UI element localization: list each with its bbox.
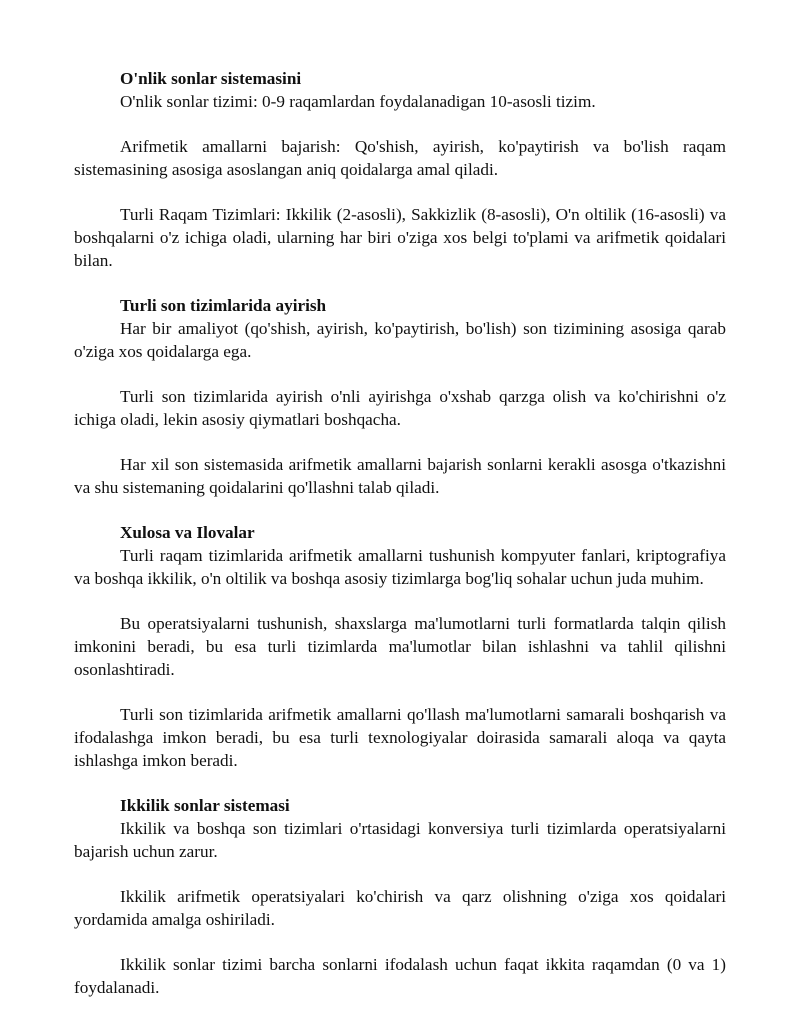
section-onlik [74, 67, 726, 272]
section-heading: Ikkilik sonlar sistemasi [120, 796, 290, 815]
section-heading: Xulosa va Ilovalar [120, 523, 255, 542]
section-heading: Turli son tizimlarida ayirish [120, 296, 327, 315]
paragraph: Har xil son sistemasida arifmetik amallarni bajarish sonlarni kerakli asosga o'tkazishni va shu sistemaning qoidalarini qo'llashni talab qiladi. [74, 455, 726, 497]
section-ayirish [74, 294, 726, 499]
paragraph: Arifmetik amallarni bajarish: Qo'shish, ayirish, ko'paytirish va bo'lish raqam sistemasining asosiga asoslangan aniq qoidalarga amal qiladi. [74, 137, 726, 179]
paragraph: Turli Raqam Tizimlari: Ikkilik (2-asosli), Sakkizlik (8-asosli), O'n oltilik (16-asosli) va boshqalarni o'z ichiga oladi, ularning har biri o'ziga xos belgi to'plami va arifmetik qoidalari bilan. [74, 205, 726, 270]
paragraph: Ikkilik sonlar tizimi barcha sonlarni ifodalash uchun faqat ikkita raqamdan (0 va 1) foydalanadi. [74, 955, 726, 997]
paragraph: O'nlik sonlar tizimi: 0-9 raqamlardan foydalanadigan 10-asosli tizim. [120, 92, 596, 111]
section-ikkilik [74, 794, 726, 999]
paragraph: Turli son tizimlarida arifmetik amallarni qo'llash ma'lumotlarni samarali boshqarish va ifodalashga imkon beradi, bu esa turli texnologiyalar doirasida samarali aloqa va qayta ishlashga imkon beradi. [74, 705, 726, 770]
paragraph: Bu operatsiyalarni tushunish, shaxslarga ma'lumotlarni turli formatlarda talqin qilish imkonini beradi, bu esa turli tizimlarda ma'lumotlar bilan ishlashni va tahlil qilishni osonlashtiradi. [74, 614, 726, 679]
paragraph: Turli raqam tizimlarida arifmetik amallarni tushunish kompyuter fanlari, kriptografiya va boshqa ikkilik, o'n oltilik va boshqa asosiy tizimlarga bog'liq sohalar uchun juda muhim. [74, 546, 726, 588]
section-heading: O'nlik sonlar sistemasini [120, 69, 302, 88]
section-xulosa [74, 521, 726, 772]
paragraph: Har bir amaliyot (qo'shish, ayirish, ko'paytirish, bo'lish) son tizimining asosiga qarab o'ziga xos qoidalarga ega. [74, 319, 726, 361]
paragraph: Ikkilik arifmetik operatsiyalari ko'chirish va qarz olishning o'ziga xos qoidalari yordamida amalga oshiriladi. [74, 887, 726, 929]
paragraph: Ikkilik va boshqa son tizimlari o'rtasidagi konversiya turli tizimlarda operatsiyalarni bajarish uchun zarur. [74, 819, 726, 861]
paragraph: Turli son tizimlarida ayirish o'nli ayirishga o'xshab qarzga olish va ko'chirishni o'z ichiga oladi, lekin asosiy qiymatlari boshqacha. [74, 387, 726, 429]
